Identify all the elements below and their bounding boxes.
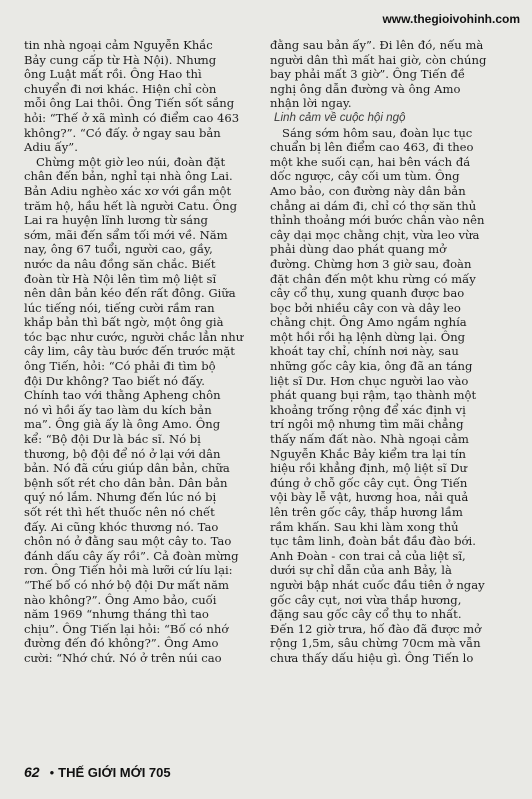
right-column-bottom-text [270,126,510,666]
text-line: bệnh sốt rét cho dân bản. Dân bản [24,475,228,490]
text-line: thương, bộ đội để nó ở lại với dân [24,446,221,461]
text-line: cây cổ thụ, xung quanh được bao [270,286,465,301]
page-number: 62 [24,764,40,780]
text-line: đội Dư không? Tao biết nó đấy. [24,373,205,388]
text-line: Nguyễn Khắc Bảy kiểm tra lại tín [270,446,466,461]
text-line: hỏi: “Thế ở xã mình có điểm cao 463 [24,110,240,125]
text-line: cây lim, cây tàu bước đến trước mặt [24,344,235,359]
text-line: khoát tay chỉ, chính nơi này, sau [270,344,459,359]
text-line: Amo bảo, con đường này dân bản [270,183,466,198]
page-footer [24,764,171,780]
text-line: rộng 1,5m, sâu chừng 70cm mà vẫn [270,636,481,651]
text-line: hiệu rồi khẳng định, mộ liệt sĩ Dư [270,461,468,476]
text-line: cây dại mọc chằng chịt, vừa leo vừa [270,227,480,242]
text-line: phải dùng dao phát quang mở [270,242,447,257]
text-line: rơn. Ông Tiến hỏi mà lưỡi cứ líu lại: [24,563,233,578]
text-line: liệt sĩ Dư. Hơn chục người lao vào [270,373,469,388]
text-line: tóc bạc như cước, người chắc lẳn như [24,329,244,344]
text-line: tục tâm linh, đoàn bắt đầu đào bới. [270,534,476,549]
text-line: chân đến bản, nghỉ tại nhà ông Lai. [24,169,233,184]
text-line: ông Tiến, hỏi: “Có phải đi tìm bộ [24,359,216,374]
left-column [24,38,262,666]
text-line: đấy. Ai cũng khóc thương nó. Tao [24,519,219,534]
text-line: tin nhà ngoại cảm Nguyễn Khắc [24,38,213,52]
text-line: Bảy cung cấp từ Hà Nội). Nhưng [24,52,217,67]
text-line: cười: “Nhớ chứ. Nó ở trên núi cao [24,650,222,665]
text-line: thỉnh thoảng mới bước chân vào nên [270,213,485,228]
text-line: Sáng sớm hôm sau, đoàn lục tục [282,125,473,140]
text-line: một hồi rồi hạ lệnh dừng lại. Ông [270,329,466,344]
text-line: chằng chịt. Ông Amo ngắm nghía [270,315,467,330]
text-line: chưa thấy dấu hiệu gì. Ông Tiến lo [270,650,474,665]
text-line: những gốc cây kia, ông đã an táng [270,359,473,374]
section-subheading: Linh cảm về cuộc hội ngộ [274,110,406,124]
text-line: đánh dấu cây ấy rồi”. Cả đoàn mừng [24,548,239,563]
text-line: nay, ông 67 tuổi, người cao, gầy, [24,242,213,257]
site-url: www.thegioivohinh.com [382,12,520,26]
text-line: đường đến đó không?”. Ông Amo [24,636,219,651]
text-line: đằng sau bản ấy”. Đi lên đó, nếu mà [270,38,484,52]
text-line: nó vì hồi ấy tao làm du kích bản [24,402,212,417]
text-line: chẳng ai dám đi, chỉ có thợ săn thủ [270,198,477,213]
text-line: quý nó lắm. Nhưng đến lúc nó bị [24,490,217,505]
text-line: chuẩn bị lên điểm cao 463, đi theo [270,140,474,155]
text-line: năm 1969 “nhưng tháng thì tao [24,607,209,622]
text-line: nên dân bản kéo đến rất đông. Giữa [24,286,236,301]
text-line: Lai ra huyện lĩnh lương từ sáng [24,213,208,228]
text-line: Chừng một giờ leo núi, đoàn đặt [36,154,226,169]
text-line: bay phải mất 3 giờ”. Ông Tiến đề [270,67,466,82]
text-line: thấy nấm đất nào. Nhà ngoại cảm [270,432,469,447]
right-column [270,38,510,666]
text-line: bọc bởi nhiều cây con và dây leo [270,300,461,315]
text-line: gốc cây cụt, nơi vừa thắp hương, [270,592,462,607]
text-line: Anh Đoàn - con trai cả của liệt sĩ, [270,548,466,563]
text-line: kể: “Bộ đội Dư là bác sĩ. Nó bị [24,432,201,447]
text-line: dốc ngược, cây cối um tùm. Ông [270,169,460,184]
text-line: chịu”. Ông Tiến lại hỏi: “Bố có nhớ [24,621,229,636]
text-line: ông Luật mất rồi. Ông Hao thì [24,67,202,82]
text-line: sốt rét thì hết thuốc nên nó chết [24,505,215,519]
footer-separator: • [49,765,55,780]
text-line: mỗi ông Lai thôi. Ông Tiến sốt sắng [24,96,235,111]
text-line: “Thế bố có nhớ bộ đội Dư mất năm [24,577,230,592]
text-line: đường. Chừng hơn 3 giờ sau, đoàn [270,256,472,271]
text-line: đoàn từ Hà Nội lên tìm mộ liệt sĩ [24,271,217,286]
text-line: trí ngôi mộ nhưng tìm mãi chẳng [270,417,464,432]
text-line: đúng ở chỗ gốc cây cụt. Ông Tiến [270,475,468,490]
text-line: lúc tiếng nói, tiếng cười rầm ran [24,300,215,315]
text-line: nào không?”. Ông Amo bảo, cuối [24,592,217,607]
text-line: người dân thì mất hai giờ, còn chúng [270,52,487,67]
text-line: Adiu ấy”. [24,140,78,155]
text-line: phát quang bụi rậm, tạo thành một [270,388,477,403]
text-line: nhận lời ngay. [270,96,352,111]
right-column-top-text [270,38,510,111]
magazine-issue: THẾ GIỚI MỚI 705 [58,765,171,780]
text-line: Bản Adiu nghèo xác xơ với gần một [24,183,232,198]
text-line: chôn nó ở đằng sau một cây to. Tao [24,534,232,549]
text-line: đặng sau gốc cây cổ thụ to nhất. [270,607,462,622]
text-line: bản. Nó đã cứu giúp dân bản, chữa [24,461,230,476]
text-line: người bập nhát cuốc đầu tiên ở ngay [270,577,485,592]
text-line: ma”. Ông già ấy là ông Amo. Ông [24,417,221,432]
text-line: dưới sự chỉ dẫn của anh Bảy, là [270,563,452,578]
text-line: trăm hộ, hầu hết là người Catu. Ông [24,198,237,213]
text-line: rầm khấn. Sau khi làm xong thủ [270,519,459,534]
text-line: lên trên gốc cây, thắp hương lầm [270,505,463,519]
text-line: sớm, mãi đến sẩm tối mới về. Năm [24,227,228,242]
text-line: không?”. “Có đấy. ở ngay sau bản [24,125,221,140]
text-line: Chính tao với thằng Apheng chôn [24,388,221,403]
text-line: đặt chân đến một khu rừng có mấy [270,271,476,286]
text-line: khắp bản thì bất ngờ, một ông già [24,315,224,330]
text-line: một khe suối cạn, hai bên vách đá [270,154,471,169]
text-line: chuyển đi nơi khác. Hiện chỉ còn [24,81,217,96]
text-line: nước da nâu đồng săn chắc. Biết [24,256,216,271]
text-line: nghị ông dẫn đường và ông Amo [270,81,461,96]
text-line: Đến 12 giờ trưa, hố đào đã được mở [270,621,482,636]
text-line: khoảng trống rộng để xác định vị [270,402,466,417]
text-line: vội bày lễ vật, hương hoa, nải quả [270,490,469,505]
